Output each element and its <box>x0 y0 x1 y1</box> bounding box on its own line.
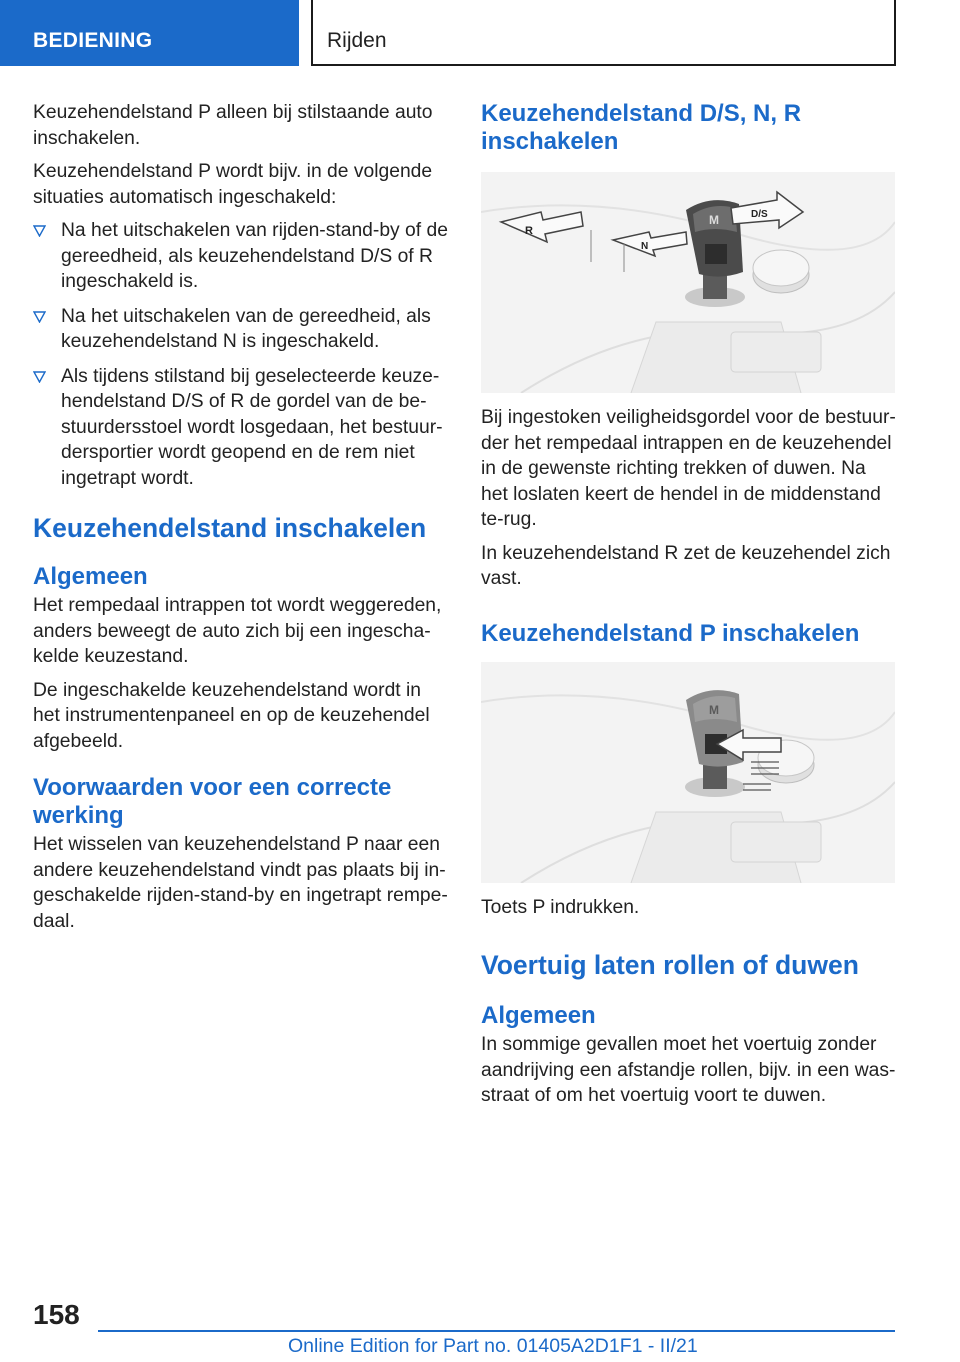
chapter-tab <box>311 0 896 66</box>
list-item-text: Na het uitschakelen van de gereedheid, als keuzehendelstand N is ingeschakeld. <box>61 305 431 352</box>
general-paragraph-1: Het rempedaal intrappen tot wordt weggereden, anders beweegt de auto zich bij een ingescha-kelde keuzestand. <box>33 595 442 667</box>
list-item-text: Na het uitschakelen van rijden-stand-by of de gereedheid, als keuzehendelstand D/S of R ingeschakeld is. <box>61 220 448 292</box>
auto-park-list <box>33 218 449 491</box>
gear-selector-figure-p <box>481 662 895 883</box>
park-button-illustration <box>481 662 895 883</box>
list-item-text: Als tijdens stilstand bij geselecteerde keuze-hendelstand D/S of R de gordel van de be-stuurdersstoel wordt losgedaan, het bestuur-dersportier wordt geopend en de rem niet ingetrapt wordt. <box>61 365 443 489</box>
general-paragraph-2: De ingeschakelde keuzehendelstand wordt in het instrumentenpaneel en op de keuzehendel afgebeeld. <box>33 679 430 752</box>
gear-selector-illustration <box>481 172 895 393</box>
heading-general: Algemeen <box>33 563 148 590</box>
triangle-bullet-icon <box>33 311 46 323</box>
section-tab <box>0 0 299 66</box>
list-item <box>33 364 449 492</box>
section-title: BEDIENING <box>33 29 153 52</box>
list-item <box>33 218 449 295</box>
right-column <box>481 100 897 1117</box>
label-ds: D/S <box>751 209 768 220</box>
page-number: 158 <box>33 1299 80 1330</box>
triangle-bullet-icon <box>33 225 46 237</box>
chapter-title: Rijden <box>327 29 387 52</box>
dsnr-paragraph-1: Bij ingestoken veiligheidsgordel voor de bestuur-der het rempedaal intrappen en de keuzehendel in de gewenste richting trekken of duwen. Na het loslaten keert de hendel in de middenstand te-rug. <box>481 407 896 530</box>
heading-roll-general: Algemeen <box>481 1002 596 1029</box>
left-column <box>33 100 449 942</box>
gear-selector-figure-dsnr <box>481 172 895 393</box>
triangle-bullet-icon <box>33 371 46 383</box>
p-instruction: Toets P indrukken. <box>481 896 640 918</box>
intro-paragraph-2: Keuzehendelstand P wordt bijv. in de volgende situaties automatisch ingeschakeld: <box>33 161 433 208</box>
svg-text:M: M <box>709 213 719 227</box>
roll-paragraph: In sommige gevallen moet het voertuig zonder aandrijving een afstandje rollen, bijv. in een was-straat of om het voertuig voort te duwen. <box>481 1034 896 1106</box>
intro-paragraph-1: Keuzehendelstand P alleen bij stilstaande auto inschakelen. <box>33 102 433 149</box>
heading-roll-push: Voertuig laten rollen of duwen <box>481 950 859 980</box>
list-item <box>33 304 449 355</box>
heading-engage-gear: Keuzehendelstand inschakelen <box>33 513 427 543</box>
footer-edition: Online Edition for Part no. 01405A2D1F1 - II/21 <box>288 1335 698 1357</box>
dsnr-paragraph-2: In keuzehendelstand R zet de keuzehendel zich vast. <box>481 542 891 589</box>
label-n: N <box>641 241 649 252</box>
heading-engage-p: Keuzehendelstand P inschakelen <box>481 619 860 647</box>
conditions-paragraph: Het wisselen van keuzehendelstand P naar een andere keuzehendelstand vindt pas plaats bij in-geschakelde rijden-stand-by en ingetrapt rempe-daal. <box>33 834 448 932</box>
label-r: R <box>525 225 533 237</box>
heading-conditions: Voorwaarden voor een correcte werking <box>33 774 392 829</box>
heading-engage-dsnr: Keuzehendelstand D/S, N, R inschakelen <box>481 100 802 155</box>
svg-text:M: M <box>709 702 719 717</box>
footer-divider <box>98 1330 895 1332</box>
